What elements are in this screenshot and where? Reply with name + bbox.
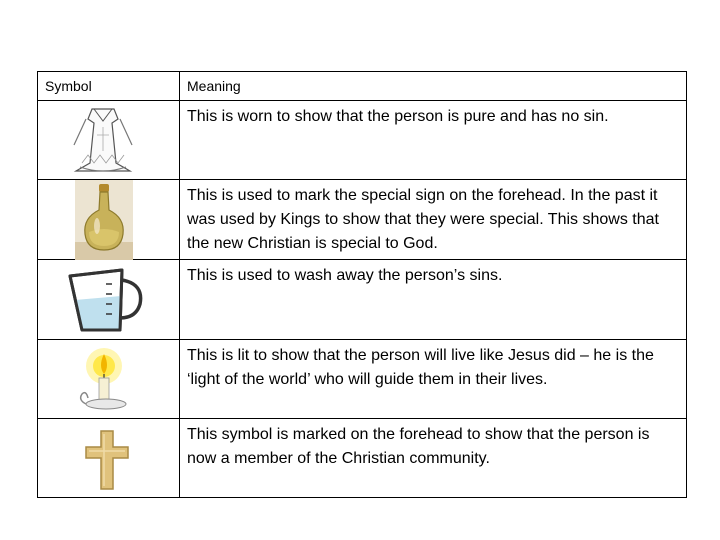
- symbol-cell: [38, 180, 180, 260]
- meaning-cell: [180, 101, 687, 180]
- meaning-text: This is used to wash away the person’s sins.: [187, 267, 503, 284]
- header-symbol: [38, 72, 180, 101]
- header-meaning-label: Meaning: [187, 78, 241, 94]
- water-jug-icon: [64, 266, 148, 336]
- symbol-cell: [38, 260, 180, 340]
- meaning-cell: [180, 260, 687, 340]
- symbol-cell: [38, 419, 180, 498]
- symbols-table: [37, 71, 687, 498]
- header-symbol-label: Symbol: [45, 78, 92, 94]
- table-row: [38, 260, 687, 340]
- oil-bottle-icon: [75, 180, 133, 260]
- header-row: [38, 72, 687, 101]
- meaning-cell: [180, 340, 687, 419]
- header-meaning: [180, 72, 687, 101]
- table-row: [38, 340, 687, 419]
- meaning-text: This is worn to show that the person is pure and has no sin.: [187, 108, 609, 125]
- meaning-cell: [180, 419, 687, 498]
- symbol-cell: [38, 101, 180, 180]
- white-robe-icon: [68, 105, 138, 177]
- candle-icon: [74, 344, 144, 416]
- meaning-text: This is used to mark the special sign on the forehead. In the past it was used by Kings to show that they were special. This shows that the new Christian is special to God.: [187, 187, 659, 252]
- meaning-text: This is lit to show that the person will live like Jesus did – he is the ‘light of the world’ who will guide them in their lives.: [187, 347, 654, 388]
- meaning-text: This symbol is marked on the forehead to show that the person is now a member of the Christian community.: [187, 426, 650, 467]
- cross-icon: [82, 429, 132, 493]
- symbol-cell: [38, 340, 180, 419]
- table-row: [38, 180, 687, 260]
- meaning-cell: [180, 180, 687, 260]
- table-row: [38, 419, 687, 498]
- table-row: [38, 101, 687, 180]
